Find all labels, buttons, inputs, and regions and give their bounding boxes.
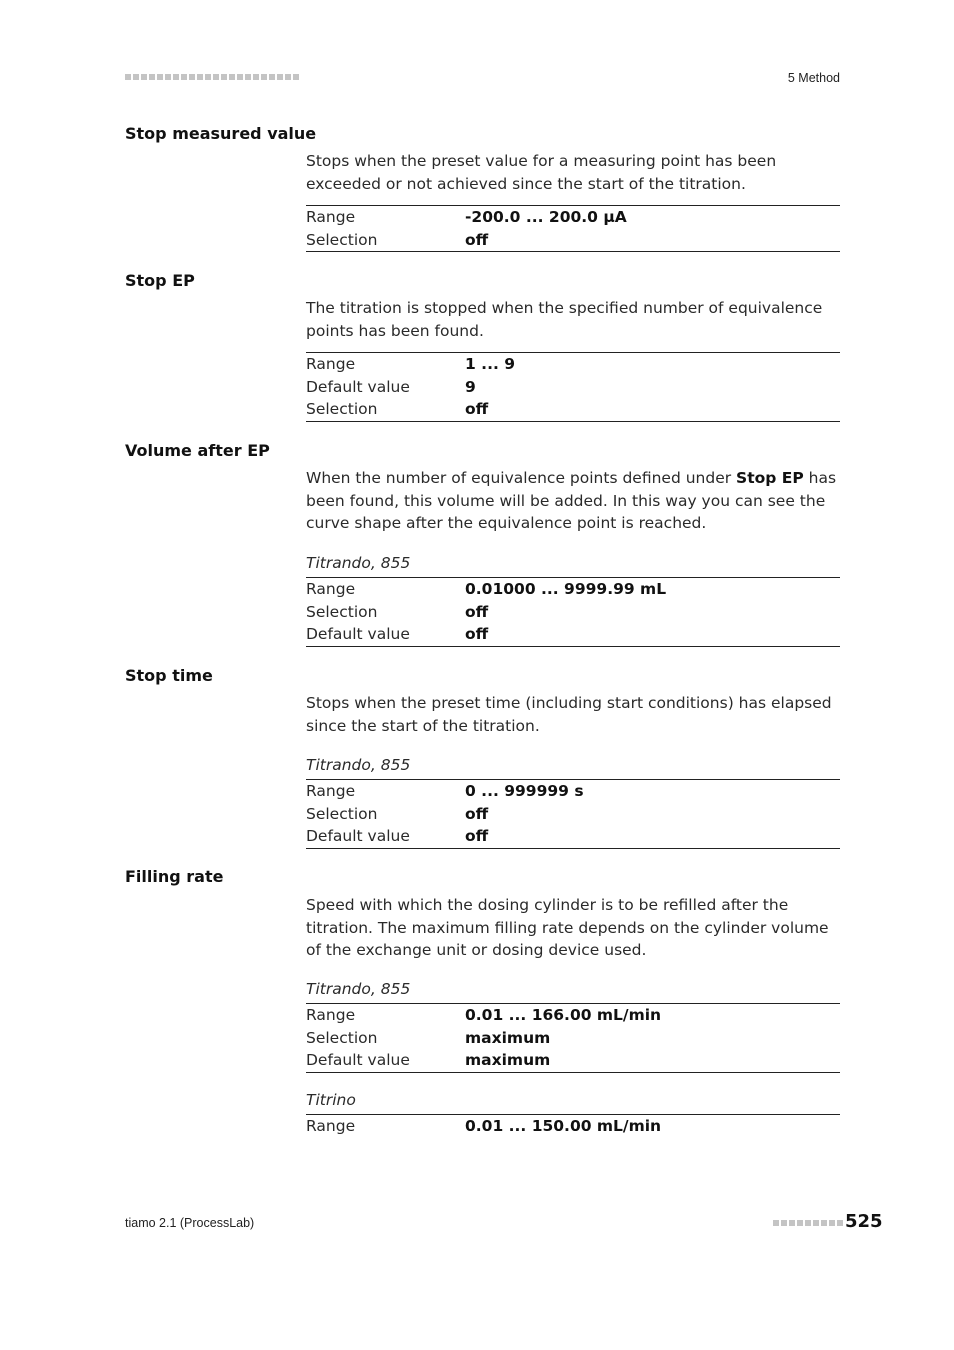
row-key: Selection bbox=[306, 602, 378, 621]
table-row bbox=[306, 623, 840, 646]
row-value: 0.01 ... 150.00 mL/min bbox=[465, 1117, 662, 1135]
row-key: Range bbox=[306, 782, 356, 800]
row-value: 0.01000 ... 9999.99 mL bbox=[465, 580, 667, 598]
table-row bbox=[306, 780, 840, 803]
heading-filling-rate: Filling rate bbox=[125, 867, 224, 886]
stop-ep-table bbox=[306, 352, 840, 422]
heading-stop-ep: Stop EP bbox=[125, 271, 195, 290]
device-label: Titrando, 855 bbox=[306, 980, 411, 998]
volume-after-ep-table bbox=[306, 577, 840, 647]
table-row bbox=[306, 1027, 840, 1050]
stop-measured-value-table bbox=[306, 205, 840, 252]
page-number: 525 bbox=[845, 1211, 883, 1232]
row-value: off bbox=[465, 230, 489, 249]
row-key: Default value bbox=[306, 625, 410, 644]
stop-ep-description: The titration is stopped when the specified number of equivalence points has been found. bbox=[306, 299, 823, 340]
table-row bbox=[306, 825, 840, 848]
row-key: Default value bbox=[306, 1051, 410, 1070]
description-text: has been found, this volume will be added. In this way you can see the curve shape after the equivalence point is reached. bbox=[306, 469, 837, 533]
heading-stop-time: Stop time bbox=[125, 666, 213, 685]
filling-rate-titrino-table bbox=[306, 1114, 840, 1138]
row-value: off bbox=[465, 804, 489, 823]
footer-product: tiamo 2.1 (ProcessLab) bbox=[125, 1216, 255, 1230]
stop-time-table bbox=[306, 779, 840, 849]
row-key: Range bbox=[306, 1006, 356, 1024]
footer-decoration bbox=[773, 1220, 843, 1226]
row-key: Range bbox=[306, 355, 356, 373]
table-row bbox=[306, 1004, 840, 1027]
table-row bbox=[306, 1115, 840, 1138]
description-text: When the number of equivalence points defined under bbox=[306, 469, 737, 487]
row-key: Selection bbox=[306, 400, 378, 419]
row-key: Selection bbox=[306, 230, 378, 249]
table-row bbox=[306, 353, 840, 376]
row-key: Range bbox=[306, 208, 356, 226]
volume-after-ep-description bbox=[306, 467, 842, 535]
row-value: off bbox=[465, 602, 489, 621]
row-key: Selection bbox=[306, 804, 378, 823]
header-decoration bbox=[125, 74, 299, 80]
chapter-title: 5 Method bbox=[787, 71, 840, 85]
stop-measured-value-description: Stops when the preset value for a measuring point has been exceeded or not achieved since the start of the titration. bbox=[306, 152, 777, 193]
table-row bbox=[306, 578, 840, 601]
row-value: 9 bbox=[465, 377, 476, 396]
row-value: 0 ... 999999 s bbox=[465, 782, 584, 800]
row-key: Default value bbox=[306, 377, 410, 396]
filling-rate-description: Speed with which the dosing cylinder is to be refilled after the titration. The maximum filling rate depends on the cylinder volume of the exchange unit or dosing device used. bbox=[306, 896, 829, 960]
table-row bbox=[306, 1049, 840, 1072]
table-row bbox=[306, 206, 840, 229]
row-key: Range bbox=[306, 1117, 356, 1135]
row-key: Range bbox=[306, 580, 356, 598]
device-label: Titrino bbox=[306, 1091, 356, 1109]
filling-rate-table bbox=[306, 1003, 840, 1073]
row-value: maximum bbox=[465, 1028, 551, 1047]
row-value: off bbox=[465, 625, 489, 644]
heading-stop-measured-value: Stop measured value bbox=[125, 124, 317, 143]
row-value: 0.01 ... 166.00 mL/min bbox=[465, 1006, 662, 1024]
row-value: 1 ... 9 bbox=[465, 355, 516, 373]
row-value: off bbox=[465, 400, 489, 419]
table-row bbox=[306, 398, 840, 421]
heading-volume-after-ep: Volume after EP bbox=[125, 441, 270, 460]
description-emphasis: Stop EP bbox=[736, 469, 804, 487]
row-value: -200.0 ... 200.0 µA bbox=[465, 208, 627, 226]
row-key: Selection bbox=[306, 1028, 378, 1047]
table-row bbox=[306, 803, 840, 826]
device-label: Titrando, 855 bbox=[306, 554, 411, 572]
row-key: Default value bbox=[306, 827, 410, 846]
stop-time-description: Stops when the preset time (including start conditions) has elapsed since the start of the titration. bbox=[306, 694, 832, 735]
device-label: Titrando, 855 bbox=[306, 756, 411, 774]
table-row bbox=[306, 229, 840, 252]
table-row bbox=[306, 601, 840, 624]
table-row bbox=[306, 376, 840, 399]
row-value: maximum bbox=[465, 1051, 551, 1070]
row-value: off bbox=[465, 827, 489, 846]
